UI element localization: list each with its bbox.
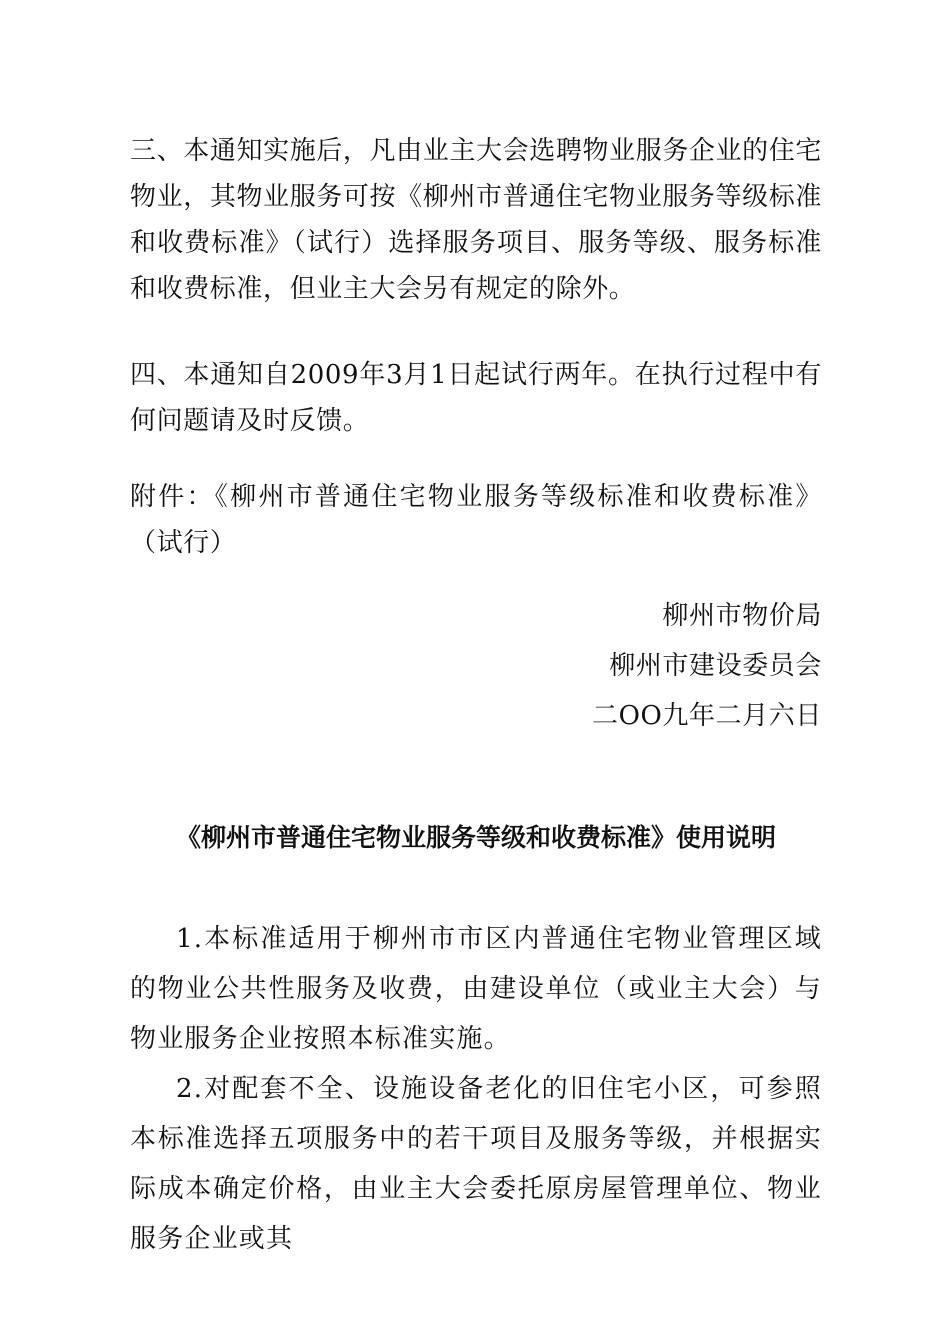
instruction-item-2: 2.对配套不全、设施设备老化的旧住宅小区，可参照本标准选择五项服务中的若干项目及服务等级，并根据实际成本确定价格，由业主大会委托原房屋管理单位、物业服务企业或其	[130, 1074, 822, 1254]
paragraph-effective-date: 四、本通知自2009年3月1日起试行两年。在执行过程中有何问题请及时反馈。	[130, 360, 822, 436]
instruction-item-1: 1.本标准适用于柳州市市区内普通住宅物业管理区域的物业公共性服务及收费，由建设单位（或业主大会）与物业服务企业按照本标准实施。	[130, 924, 822, 1054]
signature-date: 二OO九年二月六日	[591, 701, 822, 731]
paragraph-attachment: 附件：《柳州市普通住宅物业服务等级标准和收费标准》（试行）	[130, 482, 822, 558]
paragraph-implementation: 三、本通知实施后，凡由业主大会选聘物业服务企业的住宅物业，其物业服务可按《柳州市普通住宅物业服务等级标准和收费标准》（试行）选择服务项目、服务等级、服务标准和收费标准，但业主大会另有规定的除外。	[130, 136, 822, 304]
signature-issuer-price-bureau: 柳州市物价局	[662, 601, 822, 631]
instructions-title: 《柳州市普通住宅物业服务等级和收费标准》使用说明	[175, 823, 776, 852]
signature-issuer-construction-committee: 柳州市建设委员会	[609, 651, 822, 681]
